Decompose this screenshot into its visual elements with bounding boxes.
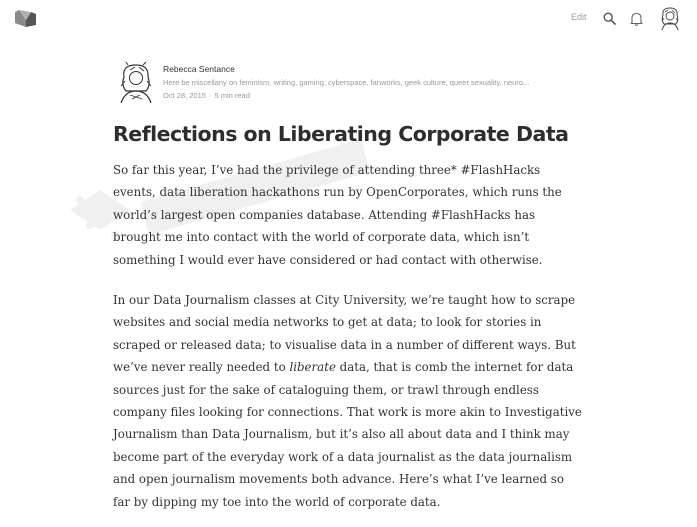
- edit-link[interactable]: Edit: [571, 12, 587, 22]
- paragraph-2-text-b: data, that is comb the internet for data sources just for the sake of cataloguing them, or trawl through endless company files looking for connections. That work is more akin to Investigative Journalism than Data Journalism, but it’s also all about data and I think may become part of the everyday work of a data journalist as the data journalism and open journalism movements both advance. Here’s what I’ve learned so far by dipping my toe into the world of corporate data.: [113, 360, 582, 509]
- paragraph-2: [113, 289, 583, 513]
- author-bio: Here be miscellany on feminism, writing, gaming, cyberspace, fanworks, geek culture, queer sexuality, neuro...: [163, 78, 530, 87]
- author-block: [116, 61, 596, 107]
- medium-logo-icon[interactable]: [15, 10, 36, 27]
- emphasis-liberate: liberate: [289, 360, 336, 375]
- read-time: 5 min read: [214, 91, 250, 100]
- post-meta: [163, 91, 250, 100]
- meta-separator: ·: [208, 91, 212, 100]
- author-name[interactable]: Rebecca Sentance: [163, 64, 235, 74]
- top-bar: [0, 0, 697, 40]
- article-title: Reflections on Liberating Corporate Data: [113, 122, 569, 146]
- paragraph-2-text-a: In our Data Journalism classes at City University, we’re taught how to scrape websites and social media networks to get at data; to look for stories in scraped or released data; to visualise data in a number of different ways. But we’ve never really needed to: [113, 293, 576, 375]
- bell-icon[interactable]: [630, 12, 643, 26]
- user-avatar-icon[interactable]: [659, 6, 681, 30]
- search-icon[interactable]: [603, 12, 616, 25]
- post-date: Oct 28, 2015: [163, 91, 206, 100]
- article-body: [113, 159, 583, 527]
- author-avatar[interactable]: [116, 61, 156, 103]
- paragraph-1: So far this year, I’ve had the privilege of attending three* #FlashHacks events, data liberation hackathons run by OpenCorporates, which runs the world’s largest open companies database. Attending #FlashHacks has brought me into contact with the world of corporate data, which isn’t something I would ever have considered or had contact with otherwise.: [113, 163, 562, 267]
